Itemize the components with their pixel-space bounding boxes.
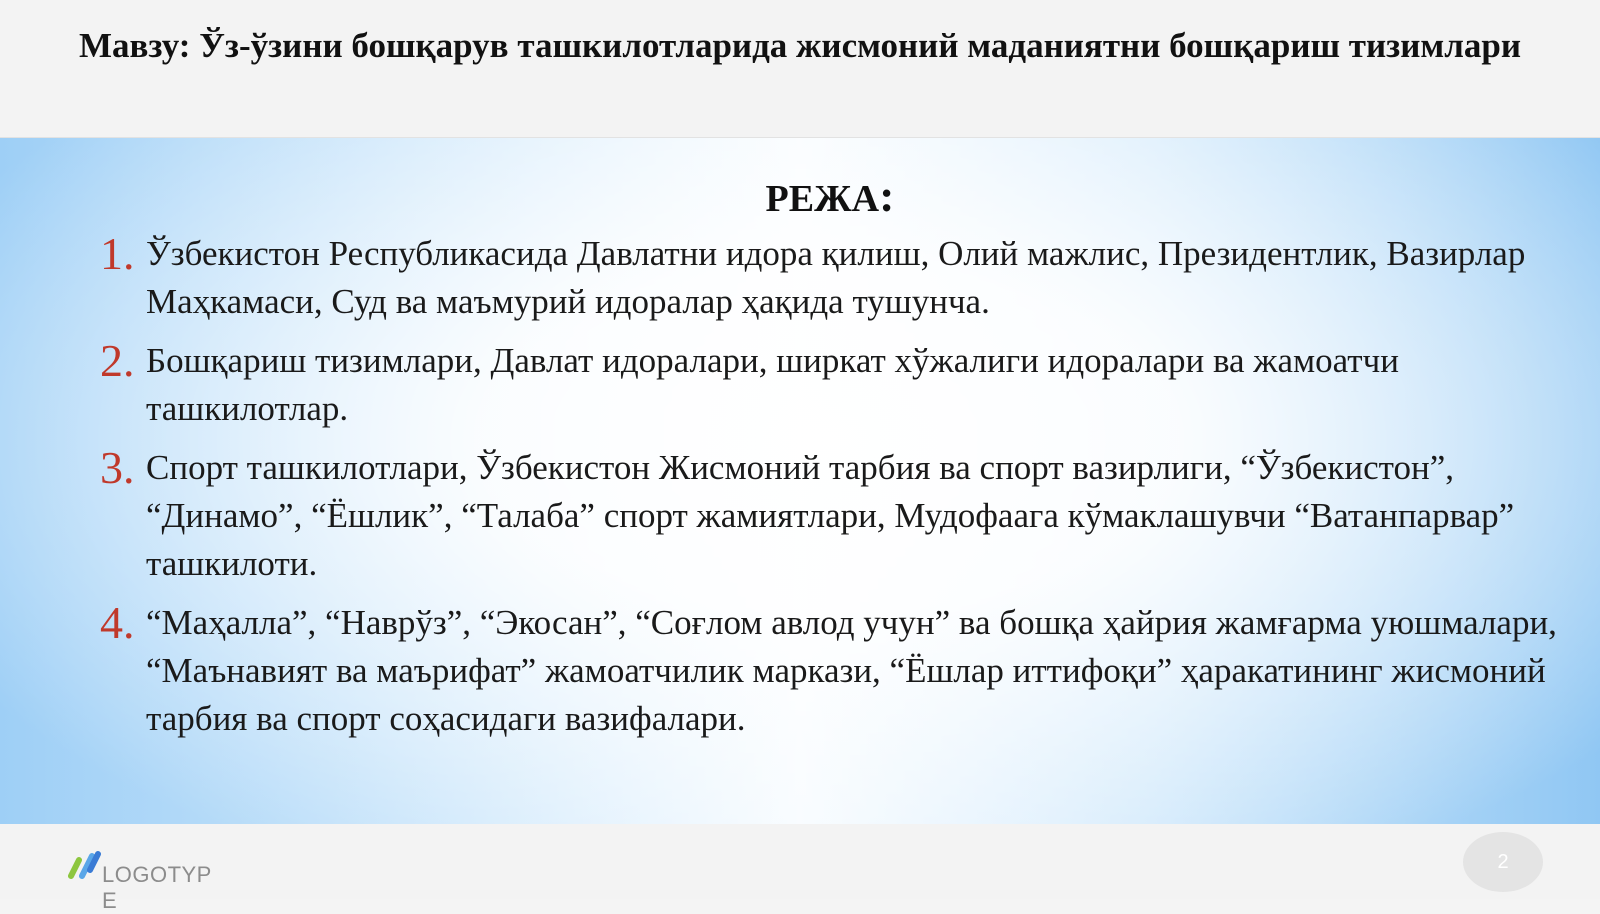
plan-heading [0,170,1600,221]
plan-item-4 [0,599,1600,743]
slide-title: Мавзу: Ўз-ўзини бошқарув ташкилотларида жисмоний маданиятни бошқариш тизимлари [79,26,1521,65]
plan-item-2 [0,337,1600,433]
logo-stripes-icon [68,850,104,880]
footer [0,824,1600,913]
plan-heading-colon: : [879,170,895,221]
content-area [0,138,1600,824]
plan-heading-text: РЕЖА [765,178,880,220]
item-text: “Маҳалла”, “Наврўз”, “Экосан”, “Соғлом авлод учун” ва бошқа ҳайрия жамғарма уюшмалари, “Маънавият ва маърифат” жамоатчилик маркази, “Ёшлар иттифоқи” ҳаракатининг жисмоний тарбия ва спорт соҳасидаги вазифалари. [146,603,1557,738]
page-number-badge: 2 [1463,832,1543,892]
item-text: Ўзбекистон Республикасида Давлатни идора қилиш, Олий мажлис, Президентлик, Вазирлар Маҳкамаси, Суд ва маъмурий идоралар ҳақида тушунча. [146,234,1526,321]
logo [68,850,228,913]
item-number: 4. [100,597,135,648]
item-text: Бошқариш тизимлари, Давлат идоралари, ширкат хўжалиги идоралари ва жамоатчи ташкилотлар. [146,341,1399,428]
title-bar [0,0,1600,138]
item-number: 1. [100,228,135,279]
plan-list [0,230,1600,743]
logo-text: LOGOTYPE [102,862,212,913]
plan-item-1 [0,230,1600,326]
plan-item-3 [0,444,1600,588]
item-text: Спорт ташкилотлари, Ўзбекистон Жисмоний тарбия ва спорт вазирлиги, “Ўзбекистон”, “Динамо”, “Ёшлик”, “Талаба” спорт жамиятлари, Мудофаага кўмаклашувчи “Ватанпарвар” ташкилоти. [146,448,1515,583]
item-number: 3. [100,442,135,493]
item-number: 2. [100,335,135,386]
